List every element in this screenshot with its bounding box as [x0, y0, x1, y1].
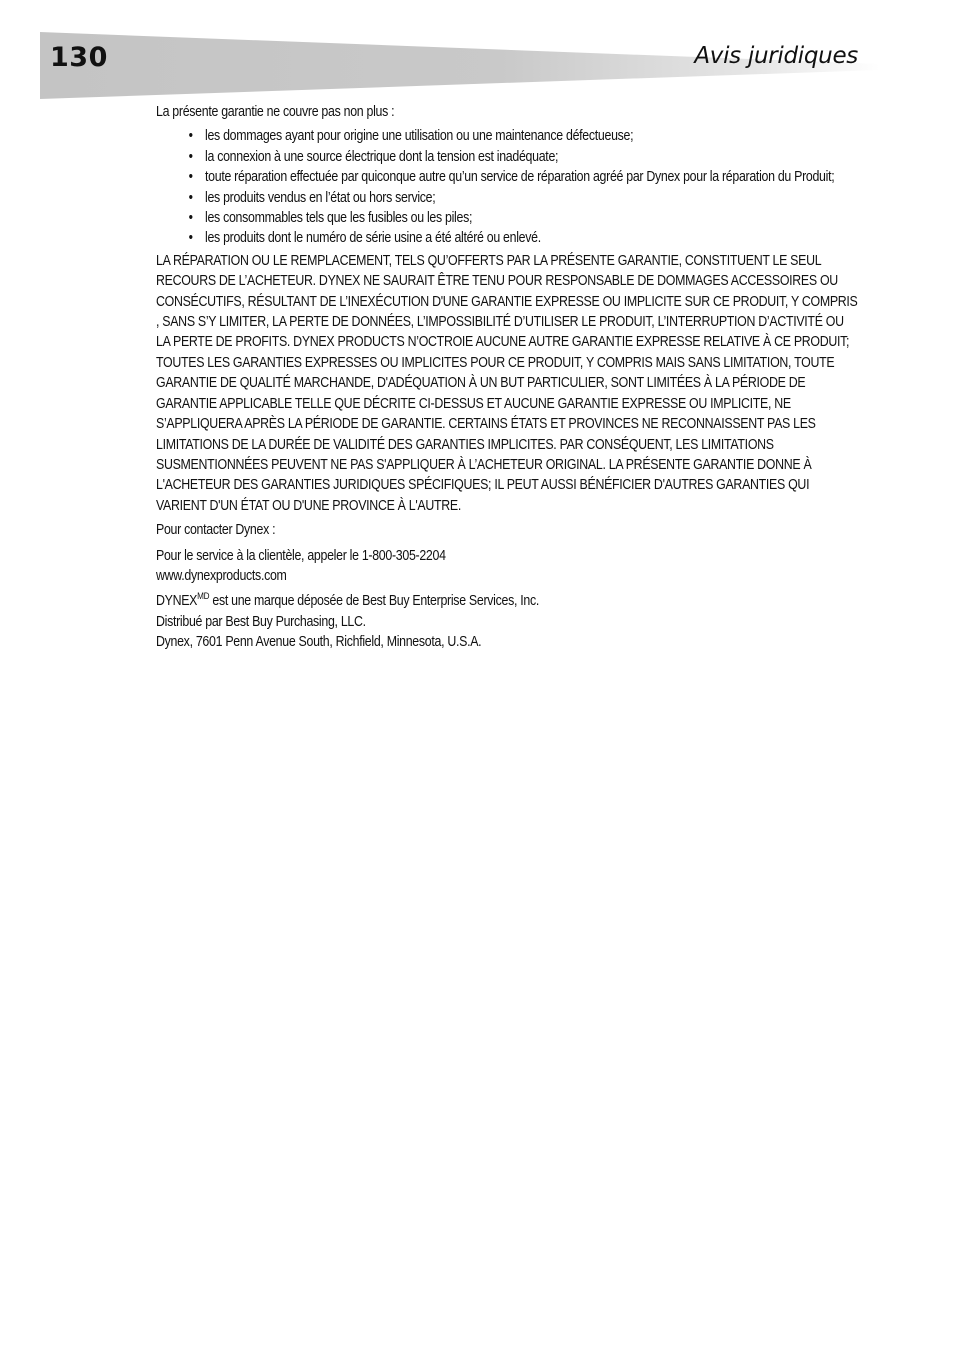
legal-notice: LA RÉPARATION OU LE REMPLACEMENT, TELS QU’OFFERTS PAR LA PRÉSENTE GARANTIE, CONSTITUENT LE SEUL RECOURS DE L’ACHETEUR. DYNEX NE SAURAIT ÊTRE TENU POUR RESPONSABLE DE DOMMAGES ACCESSOIRES OU CONSÉCUTIFS, RÉSULTANT DE L’INEXÉCUTION D'UNE GARANTIE EXPRESSE OU IMPLICITE SUR CE PRODUIT, Y COMPRIS , SANS S’Y LIMITER, LA PERTE DE DONNÉES, L’IMPOSSIBILITÉ D’UTILISER LE PRODUIT, L’INTERRUPTION D’ACTIVITÉ OU LA PERTE DE PROFITS. DYNEX PRODUCTS N’OCTROIE AUCUNE AUTRE GARANTIE EXPRESSE RELATIVE À CE PRODUIT; TOUTES LES GARANTIES EXPRESSES OU IMPLICITES POUR CE PRODUIT, Y COMPRIS MAIS SANS LIMITATION, TOUTE GARANTIE DE QUALITÉ MARCHANDE, D'ADÉQUATION À UN BUT PARTICULIER, SONT LIMITÉES À LA PÉRIODE DE GARANTIE APPLICABLE TELLE QUE DÉCRITE CI-DESSUS ET AUCUNE GARANTIE EXPRESSE OU IMPLICITE, NE S’APPLIQUERA APRÈS LA PÉRIODE DE GARANTIE. CERTAINS ÉTATS ET PROVINCES NE RECONNAISSENT PAS LES LIMITATIONS DE LA DURÉE DE VALIDITÉ DES GARANTIES IMPLICITES. PAR CONSÉQUENT, LES LIMITATIONS SUSMENTIONNÉES PEUVENT NE PAS S'APPLIQUER À L’ACHETEUR ORIGINAL. LA PRÉSENTE GARANTIE DONNE À L'ACHETEUR DES GARANTIES JURIDIQUES SPÉCIFIQUES; IL PEUT AUSSI BÉNÉFICIER D'AUTRES GARANTIES QUI VARIENT D'UN ÉTAT OU D'UNE PROVINCE À L'AUTRE. [156, 252, 858, 514]
list-item-text: les produits dont le numéro de série usine a été altéré ou enlevé. [205, 230, 541, 247]
page-header [0, 0, 954, 110]
intro-paragraph: La présente garantie ne couvre pas non plus : [156, 104, 395, 120]
bullet-icon: • [188, 148, 193, 165]
trademark-brand: DYNEX [156, 593, 198, 610]
section-title: Avis juridiques [694, 43, 858, 69]
list-item [156, 147, 859, 167]
exclusions-list [156, 126, 859, 248]
customer-service-line: Pour le service à la clientèle, appeler le 1-800-305-2204 [156, 547, 446, 564]
list-item-text: les consommables tels que les fusibles ou les piles; [205, 210, 473, 227]
trademark-line [156, 591, 859, 611]
bullet-icon: • [188, 210, 193, 227]
list-item [156, 126, 859, 146]
bullet-icon: • [188, 230, 193, 247]
trademark-text: est une marque déposée de Best Buy Enterprise Services, Inc. [209, 593, 539, 610]
list-item [156, 228, 859, 248]
list-item-text: toute réparation effectuée par quiconque autre qu’un service de réparation agréé par Dynex pour la réparation du Produit; [205, 169, 835, 186]
list-item [156, 188, 859, 208]
trademark-mark: MD [197, 590, 210, 602]
company-info [156, 591, 859, 652]
bullet-icon: • [188, 128, 193, 145]
page-body [156, 102, 859, 653]
list-item [156, 208, 859, 228]
address-line: Dynex, 7601 Penn Avenue South, Richfield, Minnesota, U.S.A. [156, 634, 482, 651]
website-link[interactable]: www.dynexproducts.com [156, 567, 287, 584]
list-item-text: la connexion à une source électrique dont la tension est inadéquate; [205, 148, 559, 165]
contact-block [156, 546, 859, 587]
list-item-text: les produits vendus en l’état ou hors service; [205, 189, 436, 206]
bullet-icon: • [188, 189, 193, 206]
list-item-text: les dommages ayant pour origine une utilisation ou une maintenance défectueuse; [205, 128, 634, 145]
page-number: 130 [50, 42, 108, 73]
distributor-line: Distribué par Best Buy Purchasing, LLC. [156, 613, 366, 630]
bullet-icon: • [188, 169, 193, 186]
list-item [156, 167, 859, 187]
contact-heading: Pour contacter Dynex : [156, 522, 276, 539]
